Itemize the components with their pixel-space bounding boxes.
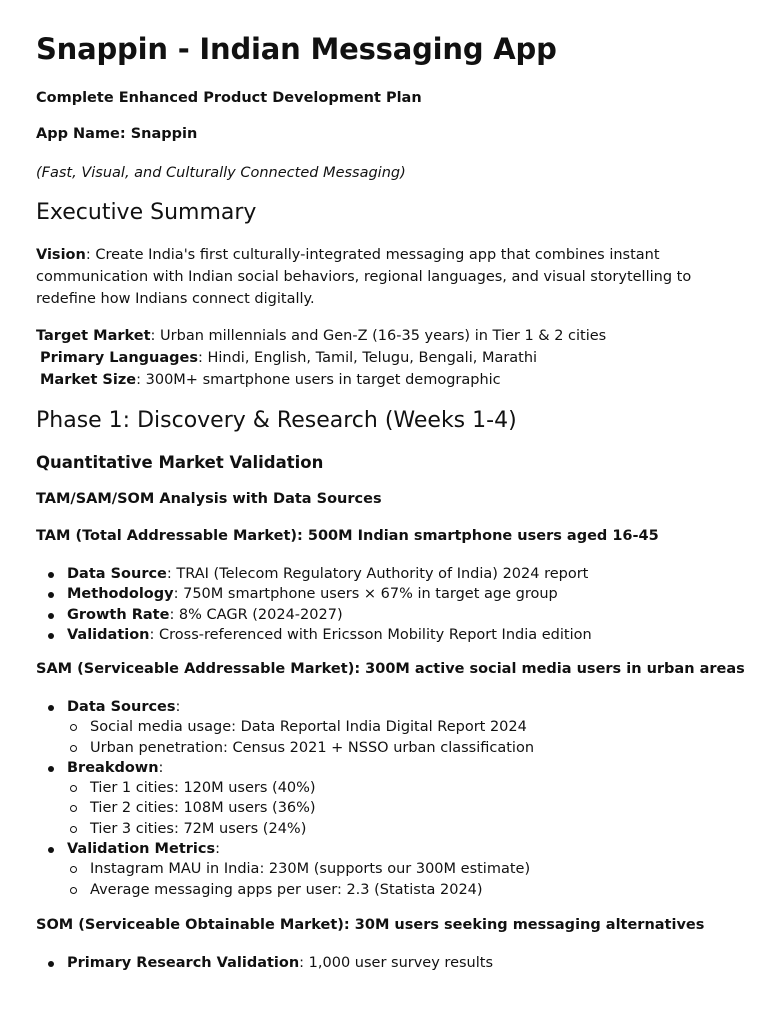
list-item: Primary Research Validation: 1,000 user survey results xyxy=(36,953,732,973)
vision-paragraph xyxy=(36,244,732,310)
sub-list-item: Tier 2 cities: 108M users (36%) xyxy=(67,798,732,818)
languages-text: : Hindi, English, Tamil, Telugu, Bengali, Marathi xyxy=(197,350,538,366)
list-item: Data Sources: Social media usage: Data Reportal India Digital Report 2024 Urban penetration: Census 2021 + NSSO urban classification xyxy=(36,697,732,758)
languages-line xyxy=(36,347,732,369)
sub-list xyxy=(67,717,732,758)
market-info xyxy=(36,325,732,391)
app-name: App Name: Snappin xyxy=(36,126,198,142)
sub-list-item: Instagram MAU in India: 230M (supports our 300M estimate) xyxy=(67,859,732,879)
target-market-label: Target Market xyxy=(36,328,151,344)
tam-title: TAM (Total Addressable Market): 500M Indian smartphone users aged 16-45 xyxy=(36,528,659,544)
sub-list-item: Urban penetration: Census 2021 + NSSO urban classification xyxy=(67,738,732,758)
vision-label: Vision xyxy=(36,247,86,263)
tam-list xyxy=(36,564,732,645)
list-item: Growth Rate: 8% CAGR (2024-2027) xyxy=(36,605,732,625)
list-item: Validation Metrics: Instagram MAU in India: 230M (supports our 300M estimate) Average messaging apps per user: 2.3 (Statista 2024) xyxy=(36,839,732,900)
target-market-line xyxy=(36,325,732,347)
sam-list xyxy=(36,697,732,900)
list-item: Breakdown: Tier 1 cities: 120M users (40%) Tier 2 cities: 108M users (36%) Tier 3 cities: 72M users (24%) xyxy=(36,758,732,839)
market-size-label: Market Size xyxy=(40,372,137,388)
sub-list-item: Tier 1 cities: 120M users (40%) xyxy=(67,778,732,798)
tagline: (Fast, Visual, and Culturally Connected Messaging) xyxy=(36,165,406,181)
som-list xyxy=(36,953,732,973)
target-market-text: : Urban millennials and Gen-Z (16-35 years) in Tier 1 & 2 cities xyxy=(150,328,607,344)
list-item: Data Source: TRAI (Telecom Regulatory Authority of India) 2024 report xyxy=(36,564,732,584)
sub-list-item: Average messaging apps per user: 2.3 (Statista 2024) xyxy=(67,880,732,900)
sub-list-item: Tier 3 cities: 72M users (24%) xyxy=(67,819,732,839)
list-item: Validation: Cross-referenced with Ericsson Mobility Report India edition xyxy=(36,625,732,645)
list-item: Methodology: 750M smartphone users × 67% in target age group xyxy=(36,584,732,604)
sam-title: SAM (Serviceable Addressable Market): 300M active social media users in urban areas xyxy=(36,661,745,677)
document-title: Snappin - Indian Messaging App xyxy=(36,32,557,66)
som-title: SOM (Serviceable Obtainable Market): 30M users seeking messaging alternatives xyxy=(36,917,705,933)
phase1-subheading: Quantitative Market Validation xyxy=(36,453,324,472)
market-size-text: : 300M+ smartphone users in target demographic xyxy=(136,372,501,388)
phase1-heading: Phase 1: Discovery & Research (Weeks 1-4) xyxy=(36,408,517,433)
market-size-line xyxy=(36,369,732,391)
sub-list xyxy=(67,859,732,900)
executive-summary-heading: Executive Summary xyxy=(36,200,257,225)
vision-text: : Create India's first culturally-integrated messaging app that combines instant communication with Indian social behaviors, regional languages, and visual storytelling to redefine how Indians connect digitally. xyxy=(36,247,692,307)
document-subtitle: Complete Enhanced Product Development Plan xyxy=(36,90,422,106)
analysis-title: TAM/SAM/SOM Analysis with Data Sources xyxy=(36,491,382,507)
sub-list-item: Social media usage: Data Reportal India Digital Report 2024 xyxy=(67,717,732,737)
sub-list xyxy=(67,778,732,839)
languages-label: Primary Languages xyxy=(40,350,198,366)
